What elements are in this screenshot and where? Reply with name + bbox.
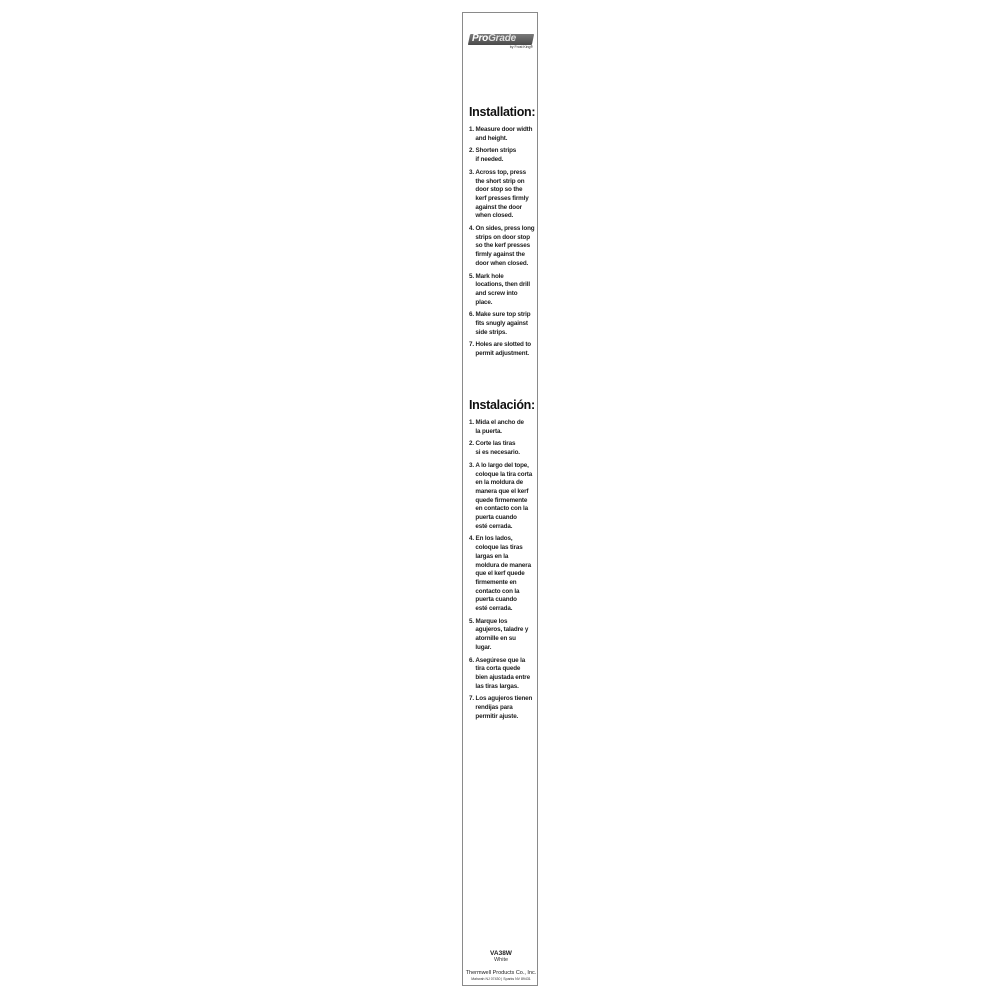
instalacion-steps (469, 419, 537, 722)
manufacturer-name: Thermwell Products Co., Inc. (465, 970, 537, 976)
step-item: 5. Mark hole locations, then drill and screw into place. (469, 272, 530, 306)
step-item: 2. Shorten strips if needed. (469, 147, 517, 164)
step-item: 1. Measure door width and height. (469, 126, 533, 142)
installation-english (469, 105, 537, 363)
step-item: 5. Marque los agujeros, taladre y atornille en su lugar. (469, 617, 529, 651)
step-item: 4. En los lados, coloque las tiras largas en la moldura de manera que el kerf quede firmemente en contacto con la puerta cuando esté cerrada. (469, 535, 531, 613)
model-number: VA38W (490, 950, 512, 957)
instalacion-heading: Instalación: (469, 398, 535, 412)
logo-text-pro: Pro (472, 33, 489, 44)
product-label-strip (462, 12, 538, 986)
step-item: 1. Mida el ancho de la puerta. (469, 419, 524, 435)
step-item: 3. Across top, press the short strip on door stop so the kerf presses firmly against the door when closed. (469, 168, 529, 220)
logo-text-grade: Grade (488, 33, 516, 44)
installation-heading: Installation: (469, 105, 536, 119)
logo-text (472, 33, 532, 45)
product-color: White (493, 957, 509, 963)
logo-subtitle: by Frost King® (509, 45, 533, 49)
installation-spanish (469, 398, 537, 726)
step-item: 3. A lo largo del tope, coloque la tira corta en la moldura de manera que el kerf quede firmemente en contacto con la puerta cuando esté cerrada. (469, 461, 533, 530)
step-item: 6. Make sure top strip fits snugly against side strips. (469, 311, 531, 336)
step-item: 6. Asegúrese que la tira corta quede bien ajustada entre las tiras largas. (469, 656, 530, 690)
manufacturer-address: Mahwah NJ 07430 | Sparks NV 89431 (471, 977, 531, 981)
prograde-logo (469, 34, 533, 49)
step-item: 2. Corte las tiras si es necesario. (469, 440, 520, 457)
installation-steps (469, 126, 537, 359)
step-item: 4. On sides, press long strips on door stop so the kerf presses firmly against the door when closed. (469, 225, 535, 267)
step-item: 7. Los agujeros tienen rendijas para permitir ajuste. (469, 695, 533, 720)
step-item: 7. Holes are slotted to permit adjustment. (469, 341, 531, 358)
